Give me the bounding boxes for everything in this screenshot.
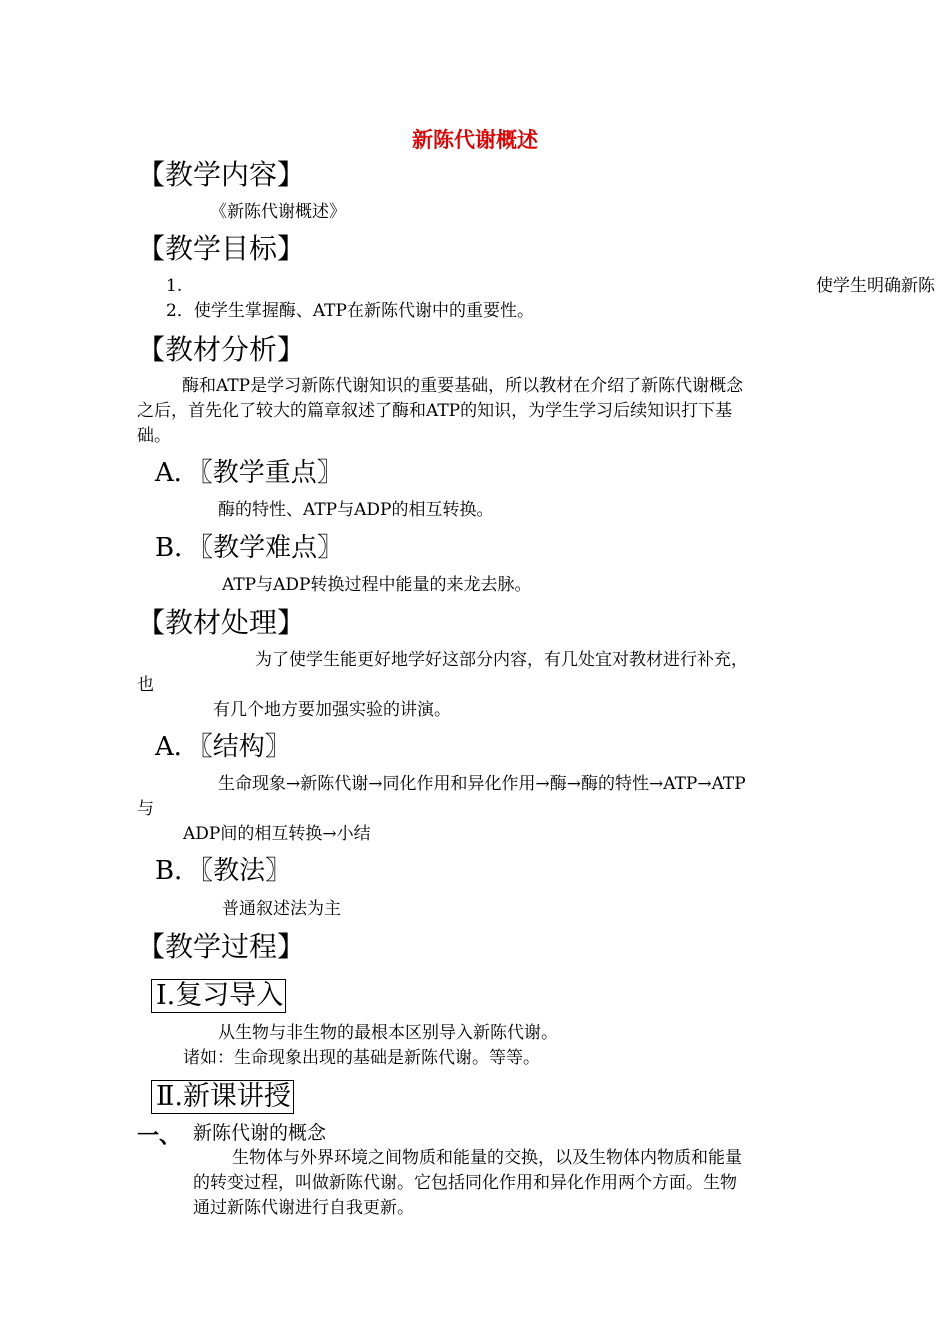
review-line-2: 诸如：生命现象出现的基础是新陈代谢。等等。	[183, 1048, 540, 1068]
structure-line-2: 与	[137, 799, 154, 819]
analysis-line-1: 酶和ATP是学习新陈代谢知识的重要基础，所以教材在介绍了新陈代谢概念	[182, 376, 744, 396]
processing-line-2: 也	[137, 675, 154, 695]
structure-heading: A．〖结构〗	[155, 732, 291, 762]
new-lesson-box: Ⅱ.新课讲授	[151, 1080, 294, 1114]
point-1-line-3: 通过新陈代谢进行自我更新。	[193, 1198, 414, 1218]
structure-line-3: ADP间的相互转换→小结	[183, 824, 371, 844]
processing-line-3: 有几个地方要加强实验的讲演。	[213, 700, 451, 720]
point-1-bullet: 一、	[137, 1123, 182, 1149]
document-title: 新陈代谢概述	[412, 127, 538, 152]
material-processing-heading: 【教材处理】	[137, 606, 306, 639]
material-analysis-heading: 【教材分析】	[137, 333, 306, 366]
review-line-1: 从生物与非生物的最根本区别导入新陈代谢。	[218, 1023, 558, 1043]
structure-line-1: 生命现象→新陈代谢→同化作用和异化作用→酶→酶的特性→ATP→ATP	[218, 774, 746, 794]
point-1-line-2: 的转变过程，叫做新陈代谢。它包括同化作用和异化作用两个方面。生物	[193, 1173, 737, 1193]
point-1-line-1: 生物体与外界环境之间物质和能量的交换，以及生物体内物质和能量	[232, 1148, 742, 1168]
difficult-points-text: ATP与ADP转换过程中能量的来龙去脉。	[222, 575, 532, 595]
teaching-content-text: 《新陈代谢概述》	[210, 202, 346, 222]
analysis-line-3: 础。	[137, 426, 171, 446]
processing-line-1: 为了使学生能更好地学好这部分内容，有几处宜对教材进行补充，	[255, 650, 748, 670]
teaching-content-heading: 【教学内容】	[137, 158, 306, 191]
goal-item-1-number: 1.	[166, 276, 183, 296]
teaching-method-heading: B．〖教法〗	[155, 856, 292, 886]
point-1-title: 新陈代谢的概念	[193, 1122, 327, 1144]
review-intro-box: Ⅰ.复习导入	[151, 979, 286, 1013]
teaching-method-text: 普通叙述法为主	[222, 899, 341, 919]
analysis-line-2: 之后，首先化了较大的篇章叙述了酶和ATP的知识，为学生学习后续知识打下基	[137, 401, 733, 421]
teaching-goals-heading: 【教学目标】	[137, 232, 306, 265]
goal-item-1-text: 使学生明确新陈	[816, 276, 935, 296]
teaching-process-heading: 【教学过程】	[137, 930, 306, 963]
goal-item-2: 2．使学生掌握酶、ATP在新陈代谢中的重要性。	[166, 301, 534, 321]
key-points-heading: A．〖教学重点〗	[155, 458, 343, 488]
key-points-text: 酶的特性、ATP与ADP的相互转换。	[218, 500, 494, 520]
difficult-points-heading: B．〖教学难点〗	[155, 533, 344, 563]
